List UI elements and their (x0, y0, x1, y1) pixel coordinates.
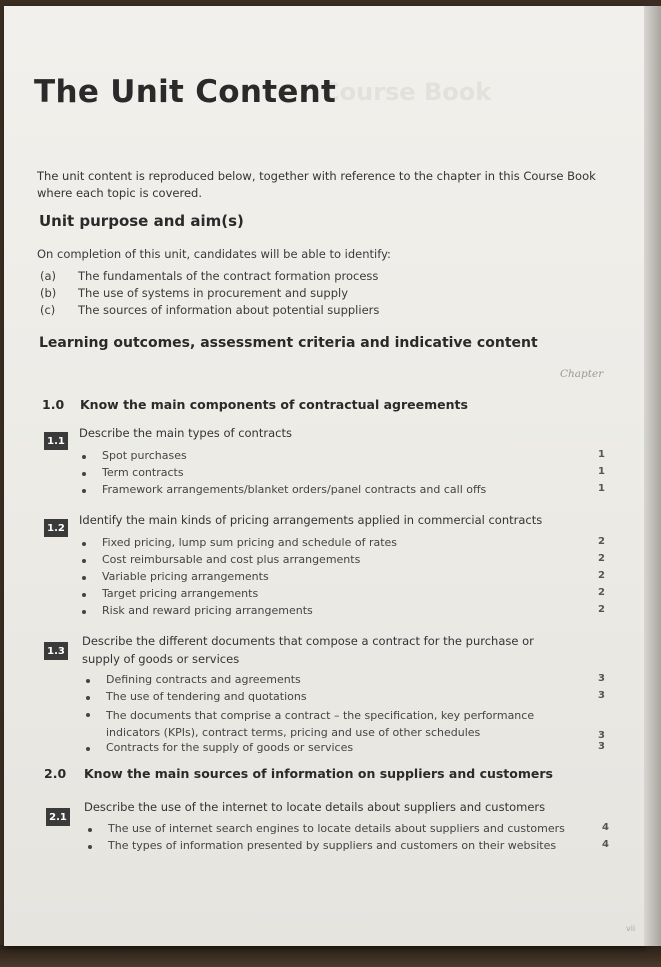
aim-text: The fundamentals of the contract formation process (78, 269, 379, 283)
criterion-description: Describe the use of the internet to locate details about suppliers and customers (84, 800, 546, 814)
intro-paragraph: The unit content is reproduced below, together with reference to the chapter in this Course Book where each topic is covered. (37, 169, 596, 200)
section-number: 1.0 (42, 397, 65, 412)
purpose-heading: Unit purpose and aim(s) (39, 212, 244, 230)
criterion-description: Describe the main types of contracts (79, 426, 292, 440)
purpose-lead: On completion of this unit, candidates will be able to identify: (37, 247, 391, 261)
aim-letter: (a) (40, 269, 57, 283)
bullet-list (80, 536, 397, 621)
aim-item (40, 269, 379, 286)
list-item: Term contracts (80, 466, 486, 483)
list-item: The use of tendering and quotations (84, 690, 576, 707)
chapter-ref: 3 (598, 690, 605, 701)
aim-item (40, 286, 379, 303)
chapter-column-header: Chapter (560, 368, 604, 380)
book-page (4, 6, 644, 946)
chapter-ref: 4 (602, 822, 609, 833)
list-item: Cost reimbursable and cost plus arrangements (80, 553, 397, 570)
page-number: vii (626, 924, 636, 933)
list-item: Risk and reward pricing arrangements (80, 604, 397, 621)
chapter-ref: 2 (598, 587, 605, 598)
chapter-ref: 2 (598, 536, 605, 547)
list-item: The use of internet search engines to locate details about suppliers and customers (86, 822, 565, 839)
section-title: Know the main sources of information on suppliers and customers (84, 766, 553, 781)
outcomes-heading: Learning outcomes, assessment criteria and indicative content (39, 335, 538, 351)
chapter-ref: 4 (602, 839, 609, 850)
aim-list (40, 269, 379, 320)
criterion-badge: 1.3 (44, 642, 68, 660)
list-item: Defining contracts and agreements (84, 673, 576, 690)
chapter-ref: 3 (598, 741, 605, 752)
chapter-ref: 1 (598, 483, 605, 494)
list-item: Framework arrangements/blanket orders/panel contracts and call offs (80, 483, 486, 500)
list-item: The types of information presented by suppliers and customers on their websites (86, 839, 565, 856)
list-item: Spot purchases (80, 449, 486, 466)
aim-item (40, 303, 379, 320)
chapter-refs (598, 449, 605, 500)
section-title: Know the main components of contractual agreements (80, 397, 468, 412)
criterion-badge: 1.1 (44, 432, 68, 450)
page-edge (644, 6, 661, 946)
chapter-refs (602, 822, 609, 856)
criterion-badge: 1.2 (44, 519, 68, 537)
list-item: Contracts for the supply of goods or services (84, 741, 576, 758)
desk-surface (0, 945, 661, 967)
bullet-list (86, 822, 565, 856)
aim-text: The sources of information about potential suppliers (78, 303, 380, 317)
chapter-ref: 1 (598, 466, 605, 477)
bullet-list (84, 673, 576, 758)
chapter-refs (598, 536, 605, 621)
aim-text: The use of systems in procurement and supply (78, 286, 349, 300)
list-item: Variable pricing arrangements (80, 570, 397, 587)
bullet-list (80, 449, 486, 500)
section-number: 2.0 (44, 766, 67, 781)
chapter-ref: 3 (598, 730, 605, 741)
chapter-ref: 2 (598, 553, 605, 564)
criterion-description: Identify the main kinds of pricing arrangements applied in commercial contracts (79, 513, 543, 527)
list-item: Fixed pricing, lump sum pricing and schedule of rates (80, 536, 397, 553)
chapter-ref: 2 (598, 570, 605, 581)
chapter-ref: 1 (598, 449, 605, 460)
page-title: The Unit Content (34, 74, 337, 110)
list-item: The documents that comprise a contract – the specification, key performance indicators (KPIs), contract terms, pricing and use of other schedules (84, 707, 576, 741)
list-item: Target pricing arrangements (80, 587, 397, 604)
chapter-refs (598, 673, 605, 758)
watermark: Course Book (322, 78, 492, 106)
aim-letter: (b) (40, 286, 57, 300)
chapter-ref: 3 (598, 673, 605, 684)
criterion-badge: 2.1 (46, 808, 70, 826)
chapter-ref: 2 (598, 604, 605, 615)
criterion-description: Describe the different documents that compose a contract for the purchase or supply of goods or services (82, 634, 534, 666)
aim-letter: (c) (40, 303, 56, 317)
